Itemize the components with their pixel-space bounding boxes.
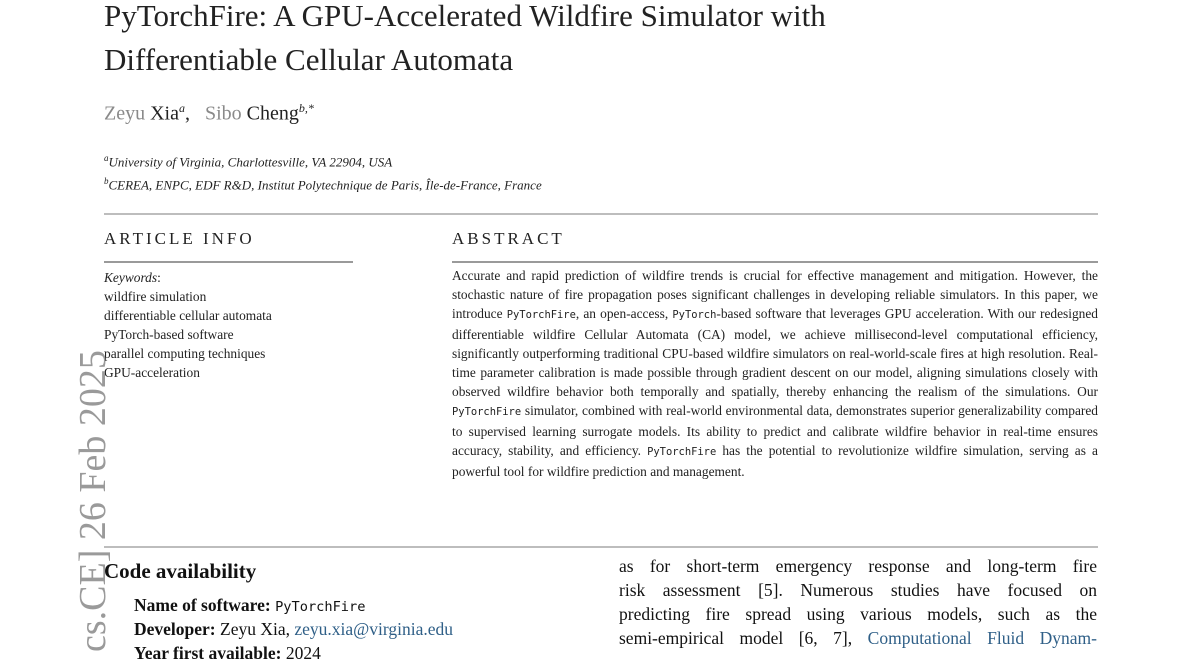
divider-bottom	[104, 546, 1098, 548]
software-name-line	[134, 595, 365, 616]
paper-title-line-2: Differentiable Cellular Automata	[104, 42, 514, 77]
arxiv-stamp-text: cs.CE] 26 Feb 2025	[72, 350, 114, 652]
abstract-code-term: PyTorchFire	[647, 446, 717, 458]
affiliation-mark: a	[104, 153, 109, 163]
abstract-code-term: PyTorch	[672, 309, 717, 321]
author-affiliation-mark: b,*	[298, 101, 314, 115]
article-info-rule	[104, 261, 353, 263]
abstract-code-term: PyTorchFire	[452, 406, 522, 418]
keyword-item: differentiable cellular automata	[104, 308, 272, 323]
body-text-prefix: semi-empirical model [6, 7],	[619, 628, 868, 648]
author-given-name: Zeyu	[104, 102, 146, 125]
author-family-name: Cheng	[246, 102, 299, 125]
affiliation-text: CEREA, ENPC, EDF R&D, Institut Polytechnique de Paris, Île-de-France, France	[108, 177, 542, 193]
author-affiliation-mark: a	[178, 101, 185, 115]
abstract-rule	[452, 261, 1098, 263]
author-given-name: Sibo	[204, 102, 242, 125]
keyword-item: GPU-acceleration	[104, 365, 200, 380]
author-list	[104, 101, 314, 126]
developer-line	[134, 619, 453, 640]
keyword-item: parallel computing techniques	[104, 346, 266, 361]
body-text-line: as for short-term emergency response and long-term fire	[619, 556, 1097, 576]
developer-label: Developer:	[134, 619, 216, 639]
developer-email-link[interactable]: zeyu.xia@virginia.edu	[294, 619, 454, 639]
abstract-text-run: has the potential to revolutionize wildfire simulation, serving as a powerful tool for wildfire prediction and management.	[452, 443, 1098, 479]
abstract-text	[452, 266, 1098, 481]
keyword-item: PyTorch-based software	[104, 327, 234, 342]
affiliation-text: University of Virginia, Charlottesville, VA 22904, USA	[108, 154, 393, 170]
developer-name: Zeyu Xia,	[220, 619, 290, 639]
software-name-label: Name of software:	[134, 595, 271, 615]
article-info-heading: ARTICLE INFO	[104, 229, 255, 248]
year-line	[134, 643, 321, 664]
abstract-text-run: Accurate and rapid prediction of wildfire trends is crucial for effective management and mitigation. However, the stochastic nature of fire propagation poses significant challenges in developing reliable simulators. In this paper, we introduce	[452, 268, 1098, 321]
keyword-item: wildfire simulation	[104, 289, 207, 304]
body-text-column	[619, 554, 1097, 650]
keywords-label: Keywords	[104, 270, 158, 285]
divider-top	[104, 213, 1098, 215]
abstract-code-term: PyTorchFire	[506, 309, 576, 321]
arxiv-stamp	[26, 320, 114, 660]
paper-title	[104, 0, 826, 82]
author-family-name: Xia	[150, 102, 179, 125]
abstract-text-run: , an open-access,	[575, 306, 673, 321]
affiliation-b	[104, 176, 542, 193]
year-value: 2024	[285, 643, 321, 663]
body-text-line: risk assessment [5]. Numerous studies have focused on	[619, 580, 1097, 600]
code-availability-heading: Code availability	[104, 559, 257, 583]
body-text-line	[619, 626, 1097, 650]
affiliation-a	[104, 153, 392, 170]
body-text-line: predicting fire spread using various models, such as the	[619, 604, 1097, 624]
author-separator: ,	[184, 102, 200, 125]
keywords-block: Keywords: wildfire simulation differentiable cellular automata PyTorch-based software parallel computing techniques GPU-acceleration	[104, 270, 272, 380]
paper-title-line-1: PyTorchFire: A GPU-Accelerated Wildfire Simulator with	[104, 0, 826, 33]
cfd-link[interactable]: Computational Fluid Dynam-	[867, 628, 1097, 648]
year-label: Year first available:	[134, 643, 282, 663]
affiliation-mark: b	[104, 176, 109, 186]
abstract-text-run: simulator, combined with real-world environmental data, demonstrates superior generalizability compared to supervised learning surrogate models. Its ability to predict and calibrate wildfire behavior in real-time ensures accuracy, stability, and efficiency.	[452, 403, 1098, 458]
abstract-heading: ABSTRACT	[452, 229, 565, 248]
software-name-value: PyTorchFire	[275, 599, 366, 615]
abstract-text-run: -based software that leverages GPU acceleration. With our redesigned differentiable wildfire Cellular Automata (CA) model, we achieve millisecond-level computational efficiency, significantly outperforming traditional CPU-based wildfire simulators on real-world-scale fires at high resolution. Real-time parameter calibration is made possible through gradient descent on our model, aligning simulations closely with observed wildfire behavior both temporally and spatially, thereby enhancing the realism of the simulations. Our	[452, 306, 1099, 399]
